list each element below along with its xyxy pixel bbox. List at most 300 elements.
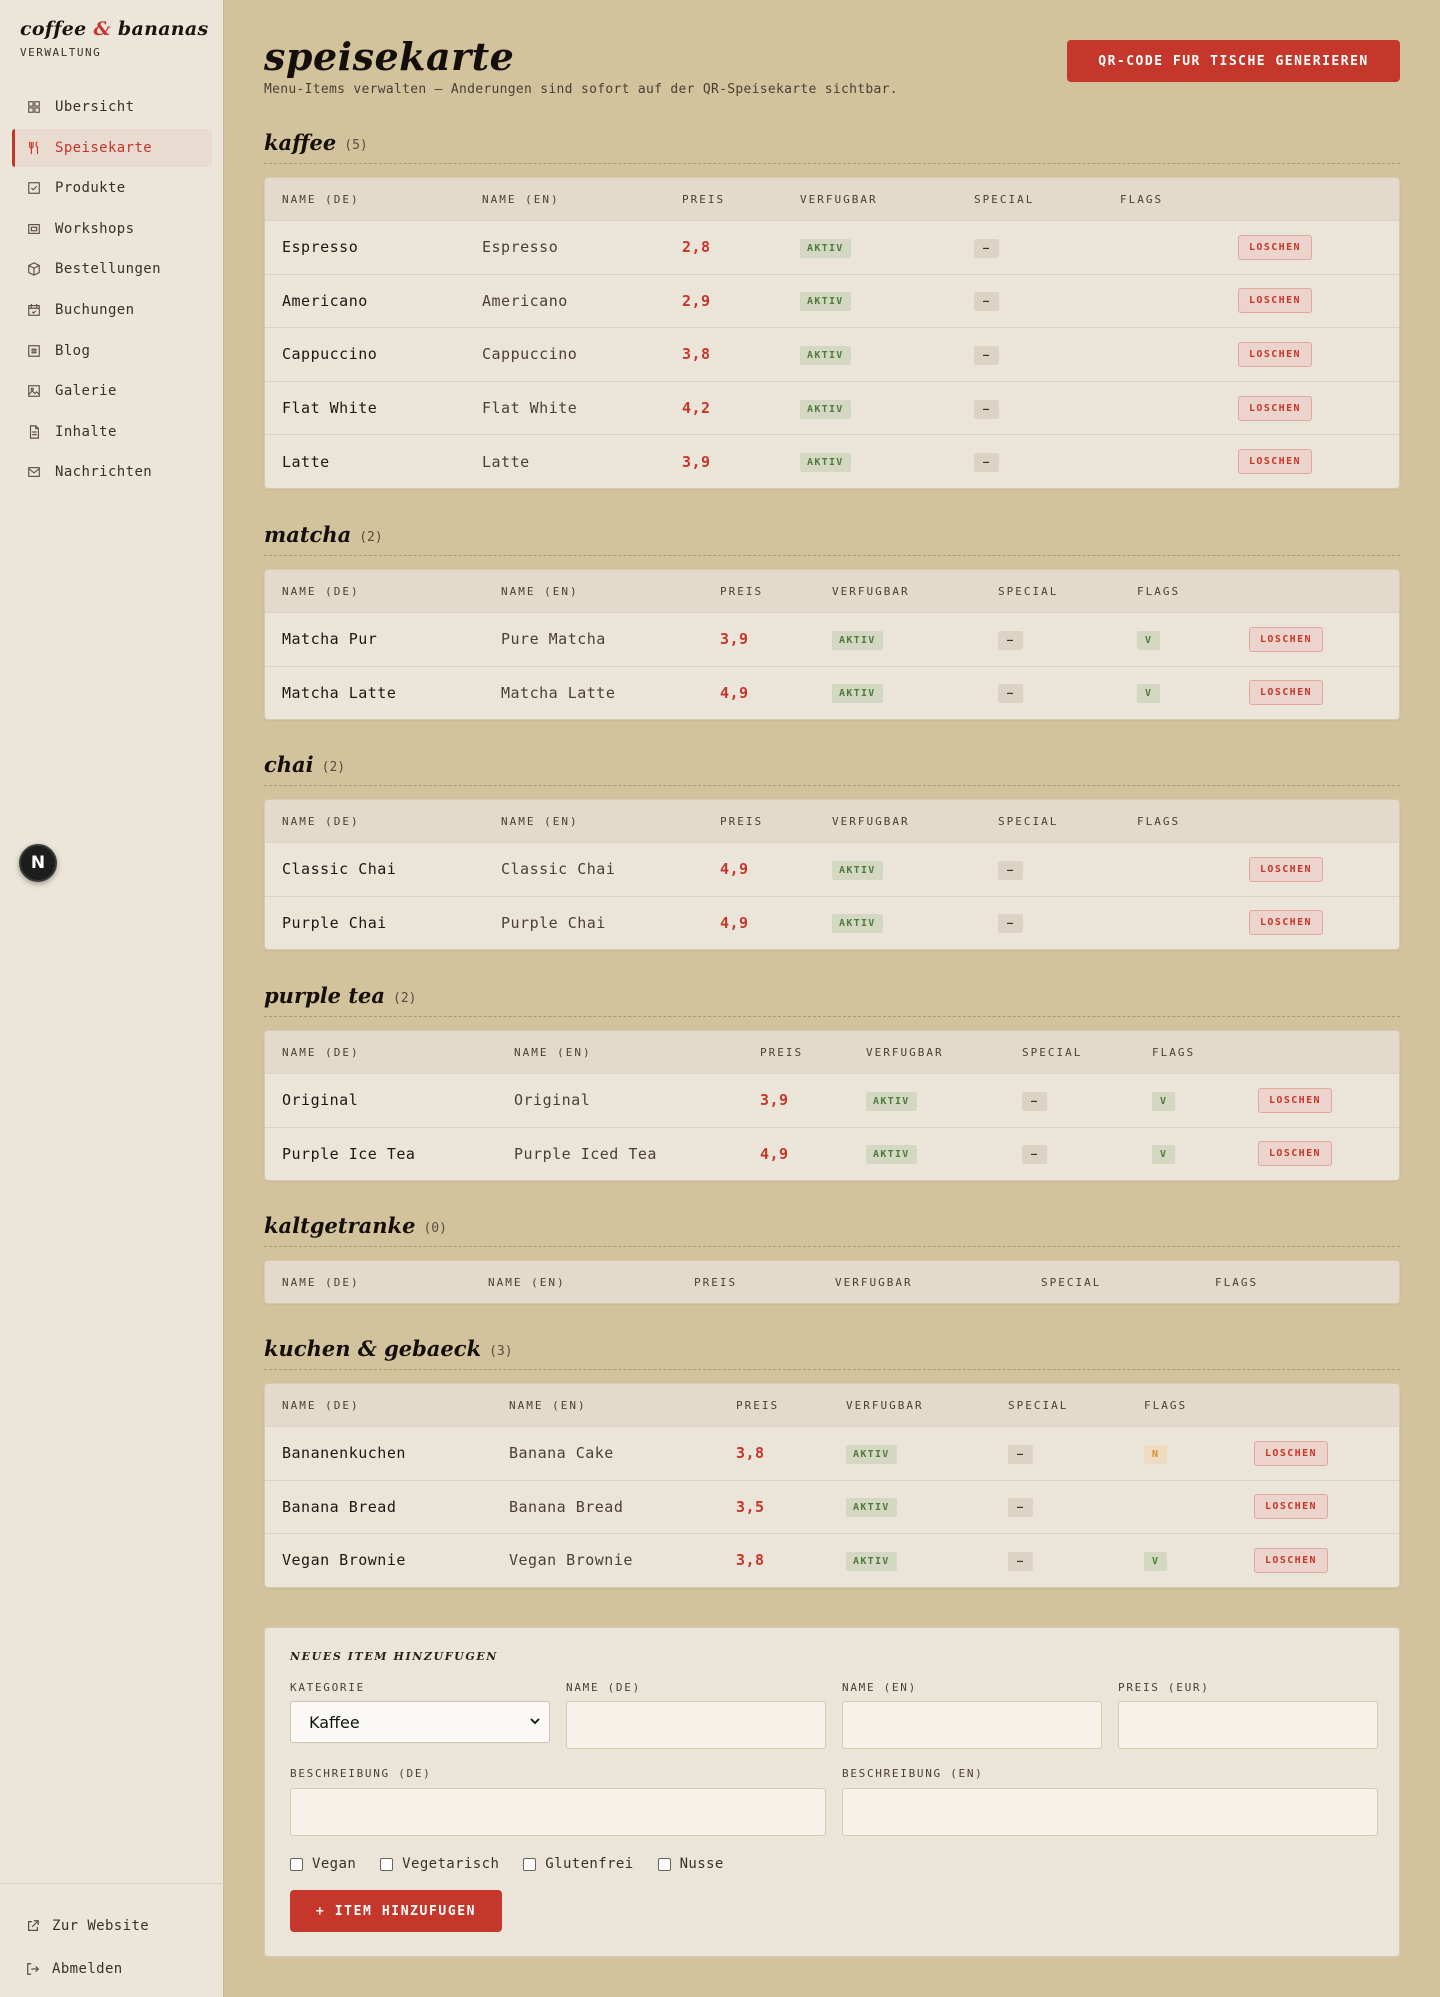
item-name-de[interactable]: Banana Bread — [282, 1497, 397, 1516]
flags-cell — [1127, 1443, 1237, 1464]
generate-qr-button[interactable]: QR-CODE FUR TISCHE GENERIEREN — [1067, 40, 1400, 82]
section-count: (0) — [423, 1221, 447, 1236]
column-header-name-de: NAME (DE) — [282, 584, 360, 598]
item-name-en[interactable]: Pure Matcha — [501, 630, 606, 649]
item-price[interactable]: 3,8 — [736, 1444, 765, 1463]
item-name-en[interactable]: Matcha Latte — [501, 683, 616, 702]
item-price[interactable]: 3,9 — [720, 630, 749, 649]
delete-button[interactable]: LOSCHEN — [1254, 1548, 1328, 1573]
available-toggle[interactable]: AKTIV — [866, 1145, 917, 1164]
table-row — [265, 327, 1399, 381]
sidebar-item-label: Blog — [55, 342, 91, 359]
delete-button[interactable]: LOSCHEN — [1238, 396, 1312, 421]
item-name-de[interactable]: Bananenkuchen — [282, 1444, 406, 1463]
available-toggle[interactable]: AKTIV — [832, 684, 883, 703]
item-price[interactable]: 3,8 — [736, 1551, 765, 1570]
item-name-en[interactable]: Cappuccino — [482, 345, 578, 364]
actions-cell — [1232, 857, 1323, 882]
column-header-special: SPECIAL — [1041, 1275, 1102, 1289]
column-header-price: PREIS — [720, 814, 764, 828]
item-price[interactable]: 4,9 — [760, 1144, 789, 1163]
sidebar-item-label: Bestellungen — [55, 261, 161, 278]
special-cell — [957, 344, 1103, 365]
special-toggle[interactable]: — — [974, 453, 999, 472]
category-select-value: Kaffee — [309, 1712, 360, 1732]
availability-cell — [783, 344, 957, 365]
special-cell — [1005, 1143, 1135, 1164]
column-header-flags: FLAGS — [1144, 1398, 1188, 1412]
section-header — [264, 752, 1400, 786]
checkbox-glutenfrei[interactable] — [523, 1856, 633, 1872]
desc-en-label: BESCHREIBUNG (EN) — [842, 1767, 984, 1780]
availability-cell — [815, 629, 981, 650]
availability-cell — [849, 1143, 1005, 1164]
brand — [20, 18, 209, 59]
sidebar-item-label: Galerie — [55, 383, 117, 400]
actions-cell — [1232, 910, 1323, 935]
available-toggle[interactable]: AKTIV — [800, 292, 851, 311]
availability-cell — [815, 912, 981, 933]
actions-cell — [1221, 449, 1312, 474]
utensils-icon — [27, 141, 41, 155]
table-row — [265, 434, 1399, 488]
column-header-price: PREIS — [760, 1045, 804, 1059]
delete-button[interactable]: LOSCHEN — [1249, 910, 1323, 935]
sidebar-item-ubersicht[interactable] — [12, 88, 212, 126]
item-price[interactable]: 4,9 — [720, 860, 749, 879]
item-name-de[interactable]: Espresso — [282, 238, 359, 257]
checkbox-label: Nusse — [679, 1856, 724, 1872]
special-toggle[interactable]: — — [998, 914, 1023, 933]
item-name-de[interactable]: Matcha Latte — [282, 683, 397, 702]
delete-button[interactable]: LOSCHEN — [1238, 288, 1312, 313]
menu-table — [264, 1383, 1400, 1588]
column-header-name-en: NAME (EN) — [482, 192, 560, 206]
desc-en-input[interactable] — [842, 1788, 1378, 1836]
special-cell — [991, 1496, 1127, 1517]
brand-word-bananas: bananas — [117, 18, 209, 40]
flag-badge: V — [1137, 684, 1160, 703]
availability-cell — [783, 290, 957, 311]
sidebar-footer — [0, 1883, 224, 1997]
actions-cell — [1221, 288, 1312, 313]
flag-badge: V — [1152, 1145, 1175, 1164]
table-row — [265, 1073, 1399, 1127]
menu-section — [264, 1336, 1400, 1588]
sidebar-item-label: Ubersicht — [55, 99, 135, 115]
flag-badge: N — [1144, 1445, 1167, 1464]
table-header-row — [265, 178, 1399, 220]
sidebar-item-label: Nachrichten — [55, 464, 153, 481]
list-icon — [27, 344, 41, 358]
column-header-available: VERFUGBAR — [866, 1045, 944, 1059]
column-header-special: SPECIAL — [1022, 1045, 1083, 1059]
item-name-de[interactable]: Matcha Pur — [282, 630, 378, 649]
item-name-en[interactable]: Purple Iced Tea — [514, 1144, 657, 1163]
flag-badge: V — [1144, 1552, 1167, 1571]
logout-button[interactable] — [26, 1961, 123, 1977]
section-header — [264, 1213, 1400, 1247]
item-price[interactable]: 2,8 — [682, 238, 711, 257]
special-cell — [957, 290, 1103, 311]
delete-button[interactable]: LOSCHEN — [1238, 342, 1312, 367]
delete-button[interactable]: LOSCHEN — [1249, 680, 1323, 705]
special-cell — [991, 1550, 1127, 1571]
available-toggle[interactable]: AKTIV — [800, 400, 851, 419]
logout-label: Abmelden — [52, 1961, 123, 1977]
column-header-available: VERFUGBAR — [800, 192, 878, 206]
mail-icon — [27, 465, 41, 479]
available-toggle[interactable]: AKTIV — [800, 453, 851, 472]
column-header-special: SPECIAL — [998, 814, 1059, 828]
section-header — [264, 522, 1400, 556]
table-row — [265, 1127, 1399, 1181]
image-icon — [27, 384, 41, 398]
availability-cell — [815, 682, 981, 703]
item-name-en[interactable]: Banana Cake — [509, 1444, 614, 1463]
flags-cell — [1135, 1090, 1241, 1111]
actions-cell — [1237, 1548, 1328, 1573]
item-price[interactable]: 3,9 — [682, 452, 711, 471]
item-name-de[interactable]: Cappuccino — [282, 345, 378, 364]
special-toggle[interactable]: — — [1022, 1145, 1047, 1164]
menu-section — [264, 752, 1400, 950]
desc-de-label: BESCHREIBUNG (DE) — [290, 1767, 432, 1780]
item-price[interactable]: 2,9 — [682, 291, 711, 310]
document-icon — [27, 425, 41, 439]
column-header-price: PREIS — [736, 1398, 780, 1412]
sidebar-item-blog[interactable] — [12, 332, 212, 370]
item-name-en[interactable]: Banana Bread — [509, 1497, 624, 1516]
brand-title[interactable] — [20, 18, 209, 40]
table-row — [265, 612, 1399, 666]
special-toggle[interactable]: — — [974, 292, 999, 311]
table-row — [265, 381, 1399, 435]
delete-button[interactable]: LOSCHEN — [1258, 1141, 1332, 1166]
checkbox-box[interactable] — [290, 1858, 303, 1871]
sidebar-item-label: Workshops — [55, 220, 135, 237]
flag-badge: V — [1137, 631, 1160, 650]
checkbox-vegetarisch[interactable] — [380, 1856, 499, 1872]
flags-cell — [1120, 629, 1232, 650]
table-header-row — [265, 800, 1399, 842]
special-toggle[interactable]: — — [998, 631, 1023, 650]
section-count: (2) — [321, 760, 346, 775]
actions-cell — [1221, 235, 1312, 260]
brand-subtitle: VERWALTUNG — [20, 46, 102, 59]
name-de-label: NAME (DE) — [566, 1681, 641, 1694]
availability-cell — [849, 1090, 1005, 1111]
chevron-down-icon — [529, 1715, 541, 1727]
available-toggle[interactable]: AKTIV — [846, 1445, 897, 1464]
checkbox-nusse[interactable] — [658, 1856, 724, 1872]
menu-section — [264, 1213, 1400, 1304]
special-toggle[interactable]: — — [974, 400, 999, 419]
sidebar-item-galerie[interactable] — [12, 372, 212, 410]
column-header-name-de: NAME (DE) — [282, 1398, 360, 1412]
special-cell — [981, 682, 1120, 703]
table-row — [265, 1426, 1399, 1480]
table-row — [265, 842, 1399, 896]
item-name-de[interactable]: Classic Chai — [282, 860, 397, 879]
availability-cell — [829, 1443, 991, 1464]
delete-button[interactable]: LOSCHEN — [1254, 1441, 1328, 1466]
available-toggle[interactable]: AKTIV — [832, 631, 883, 650]
item-price[interactable]: 4,9 — [720, 683, 749, 702]
section-header — [264, 130, 1400, 164]
name-en-input[interactable] — [842, 1701, 1102, 1749]
website-link[interactable] — [26, 1918, 149, 1934]
delete-button[interactable]: LOSCHEN — [1238, 235, 1312, 260]
section-title: kaffee — [264, 130, 337, 155]
checkbox-box[interactable] — [523, 1858, 536, 1871]
available-toggle[interactable]: AKTIV — [832, 914, 883, 933]
delete-button[interactable]: LOSCHEN — [1249, 857, 1323, 882]
calendar-board-icon — [27, 222, 41, 236]
special-toggle[interactable]: — — [1008, 1552, 1033, 1571]
sidebar-item-buchungen[interactable] — [12, 291, 212, 329]
column-header-price: PREIS — [720, 584, 764, 598]
special-cell — [957, 237, 1103, 258]
column-header-flags: FLAGS — [1120, 192, 1164, 206]
add-item-button[interactable]: + ITEM HINZUFUGEN — [290, 1890, 502, 1932]
availability-cell — [829, 1550, 991, 1571]
sidebar-item-speisekarte[interactable] — [12, 129, 212, 167]
special-cell — [1005, 1090, 1135, 1111]
actions-cell — [1241, 1141, 1332, 1166]
page-title: speisekarte — [264, 34, 515, 79]
column-header-available: VERFUGBAR — [832, 814, 910, 828]
column-header-available: VERFUGBAR — [835, 1275, 913, 1289]
column-header-name-en: NAME (EN) — [514, 1045, 592, 1059]
column-header-name-de: NAME (DE) — [282, 1045, 360, 1059]
actions-cell — [1232, 680, 1323, 705]
checkbox-vegan[interactable] — [290, 1856, 356, 1872]
price-input[interactable] — [1118, 1701, 1378, 1749]
special-toggle[interactable]: — — [998, 861, 1023, 880]
sidebar-item-label: Buchungen — [55, 301, 135, 318]
special-toggle[interactable]: — — [1008, 1445, 1033, 1464]
special-cell — [991, 1443, 1127, 1464]
delete-button[interactable]: LOSCHEN — [1254, 1494, 1328, 1519]
special-toggle[interactable]: — — [974, 346, 999, 365]
column-header-available: VERFUGBAR — [832, 584, 910, 598]
column-header-name-en: NAME (EN) — [488, 1275, 566, 1289]
menu-section — [264, 130, 1400, 489]
menu-table — [264, 1260, 1400, 1304]
sidebar-nav — [12, 88, 212, 494]
availability-cell — [783, 237, 957, 258]
column-header-name-de: NAME (DE) — [282, 1275, 360, 1289]
menu-table — [264, 569, 1400, 720]
calendar-check-icon — [27, 303, 41, 317]
item-name-en[interactable]: Latte — [482, 452, 530, 471]
section-title: matcha — [264, 522, 352, 547]
table-header-row — [265, 1031, 1399, 1073]
item-price[interactable]: 4,2 — [682, 399, 711, 418]
table-row — [265, 896, 1399, 950]
section-header — [264, 983, 1400, 1017]
table-header-row — [265, 1384, 1399, 1426]
delete-button[interactable]: LOSCHEN — [1238, 449, 1312, 474]
section-count: (2) — [359, 530, 383, 545]
flags-cell — [1127, 1550, 1237, 1571]
item-name-en[interactable]: Purple Chai — [501, 913, 606, 932]
column-header-flags: FLAGS — [1152, 1045, 1196, 1059]
table-row — [265, 1480, 1399, 1534]
item-name-de[interactable]: Purple Chai — [282, 913, 387, 932]
item-price[interactable]: 3,9 — [760, 1091, 789, 1110]
special-toggle[interactable]: — — [1008, 1498, 1033, 1517]
special-cell — [981, 859, 1120, 880]
column-header-flags: FLAGS — [1137, 814, 1181, 828]
sidebar-item-label: Produkte — [55, 180, 126, 197]
menu-table — [264, 1030, 1400, 1181]
desc-de-input[interactable] — [290, 1788, 826, 1836]
section-count: (3) — [489, 1344, 513, 1359]
special-toggle[interactable]: — — [998, 684, 1023, 703]
column-header-flags: FLAGS — [1137, 584, 1181, 598]
item-name-de[interactable]: Americano — [282, 291, 368, 310]
menu-table — [264, 177, 1400, 489]
available-toggle[interactable]: AKTIV — [800, 346, 851, 365]
column-header-special: SPECIAL — [998, 584, 1059, 598]
column-header-name-de: NAME (DE) — [282, 192, 360, 206]
sidebar-item-bestellungen[interactable] — [12, 250, 212, 288]
table-row — [265, 666, 1399, 720]
actions-cell — [1221, 396, 1312, 421]
grid-icon — [27, 100, 41, 114]
checkbox-box[interactable] — [658, 1858, 671, 1871]
item-price[interactable]: 3,8 — [682, 345, 711, 364]
delete-button[interactable]: LOSCHEN — [1249, 627, 1323, 652]
flags-cell — [1120, 682, 1232, 703]
table-row — [265, 1533, 1399, 1587]
sidebar-item-inhalte[interactable] — [12, 413, 212, 451]
column-header-price: PREIS — [694, 1275, 738, 1289]
menu-section — [264, 983, 1400, 1181]
section-title: kuchen & gebaeck — [264, 1336, 482, 1361]
item-name-en[interactable]: Flat White — [482, 399, 578, 418]
next-dev-badge[interactable]: N — [19, 844, 57, 882]
available-toggle[interactable]: AKTIV — [866, 1092, 917, 1111]
actions-cell — [1237, 1441, 1328, 1466]
available-toggle[interactable]: AKTIV — [846, 1552, 897, 1571]
delete-button[interactable]: LOSCHEN — [1258, 1088, 1332, 1113]
table-row — [265, 274, 1399, 328]
actions-cell — [1232, 627, 1323, 652]
checkbox-box[interactable] — [380, 1858, 393, 1871]
available-toggle[interactable]: AKTIV — [800, 239, 851, 258]
logout-icon — [26, 1962, 40, 1976]
website-link-label: Zur Website — [52, 1918, 150, 1934]
column-header-available: VERFUGBAR — [846, 1398, 924, 1412]
item-price[interactable]: 3,5 — [736, 1497, 765, 1516]
availability-cell — [783, 398, 957, 419]
page-subtitle: Menu-Items verwalten — Anderungen sind sofort auf der QR-Speisekarte sichtbar. — [264, 82, 898, 97]
availability-cell — [815, 859, 981, 880]
column-header-special: SPECIAL — [1008, 1398, 1069, 1412]
special-toggle[interactable]: — — [1022, 1092, 1047, 1111]
actions-cell — [1237, 1494, 1328, 1519]
item-name-en[interactable]: Original — [514, 1091, 591, 1110]
category-label: KATEGORIE — [290, 1681, 365, 1694]
checkbox-label: Vegan — [312, 1856, 357, 1872]
name-en-label: NAME (EN) — [842, 1681, 917, 1694]
column-header-special: SPECIAL — [974, 192, 1035, 206]
item-name-en[interactable]: Americano — [482, 291, 568, 310]
special-cell — [957, 451, 1103, 472]
form-title: NEUES ITEM HINZUFUGEN — [290, 1650, 498, 1663]
special-cell — [957, 398, 1103, 419]
special-cell — [981, 912, 1120, 933]
item-name-en[interactable]: Espresso — [482, 238, 559, 257]
item-price[interactable]: 4,9 — [720, 913, 749, 932]
box-check-icon — [27, 181, 41, 195]
checkbox-label: Vegetarisch — [402, 1856, 500, 1872]
actions-cell — [1241, 1088, 1332, 1113]
diet-checkboxes — [290, 1856, 748, 1872]
sidebar-item-label: Speisekarte — [55, 139, 153, 156]
column-header-name-en: NAME (EN) — [509, 1398, 587, 1412]
menu-section — [264, 522, 1400, 720]
brand-word-coffee: coffee — [20, 18, 87, 40]
item-name-de[interactable]: Vegan Brownie — [282, 1551, 406, 1570]
availability-cell — [829, 1496, 991, 1517]
menu-table — [264, 799, 1400, 950]
item-name-en[interactable]: Vegan Brownie — [509, 1551, 633, 1570]
item-name-de[interactable]: Original — [282, 1091, 359, 1110]
price-label: PREIS (EUR) — [1118, 1681, 1210, 1694]
sidebar-item-produkte[interactable] — [12, 169, 212, 207]
name-de-input[interactable] — [566, 1701, 826, 1749]
special-cell — [981, 629, 1120, 650]
section-title: chai — [264, 752, 314, 777]
sidebar-item-label: Inhalte — [55, 423, 117, 440]
column-header-flags: FLAGS — [1215, 1275, 1259, 1289]
sidebar — [0, 0, 224, 1997]
flags-cell — [1135, 1143, 1241, 1164]
section-count: (5) — [344, 138, 368, 153]
column-header-name-en: NAME (EN) — [501, 814, 579, 828]
new-item-form — [264, 1627, 1400, 1957]
brand-ampersand: & — [93, 18, 111, 40]
section-title: kaltgetranke — [264, 1213, 416, 1238]
available-toggle[interactable]: AKTIV — [832, 861, 883, 880]
column-header-name-en: NAME (EN) — [501, 584, 579, 598]
special-toggle[interactable]: — — [974, 239, 999, 258]
available-toggle[interactable]: AKTIV — [846, 1498, 897, 1517]
checkbox-label: Glutenfrei — [545, 1856, 634, 1872]
actions-cell — [1221, 342, 1312, 367]
item-name-de[interactable]: Flat White — [282, 399, 378, 418]
item-name-de[interactable]: Latte — [282, 452, 330, 471]
sidebar-item-nachrichten[interactable] — [12, 453, 212, 491]
column-header-price: PREIS — [682, 192, 726, 206]
item-name-de[interactable]: Purple Ice Tea — [282, 1144, 416, 1163]
section-count: (2) — [393, 991, 417, 1006]
column-header-name-de: NAME (DE) — [282, 814, 360, 828]
flag-badge: V — [1152, 1092, 1175, 1111]
external-link-icon — [26, 1919, 40, 1933]
availability-cell — [783, 451, 957, 472]
table-header-row — [265, 1261, 1399, 1303]
category-select[interactable] — [290, 1701, 550, 1743]
package-icon — [27, 262, 41, 276]
item-name-en[interactable]: Classic Chai — [501, 860, 616, 879]
sidebar-item-workshops[interactable] — [12, 210, 212, 248]
table-header-row — [265, 570, 1399, 612]
